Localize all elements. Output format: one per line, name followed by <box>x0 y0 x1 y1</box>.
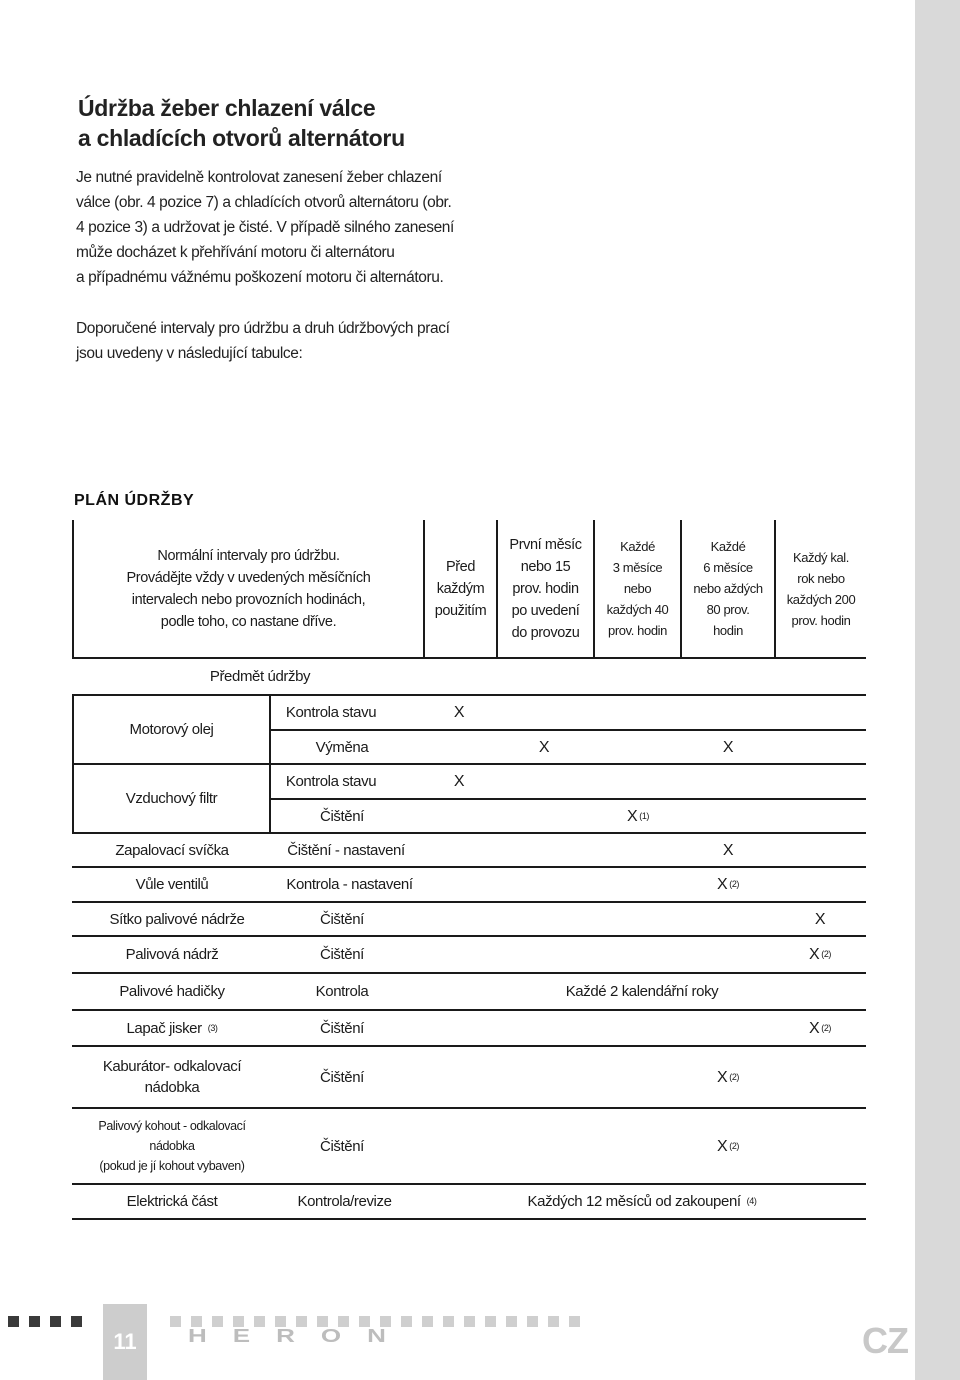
item-spark-arrester: Lapač jisker (3) <box>126 1019 218 1037</box>
recommendation-paragraph <box>76 316 449 366</box>
mark-x-note: X (2) <box>716 1068 740 1086</box>
action-clean: Čištění <box>320 1068 364 1086</box>
footer-squares-left <box>8 1316 82 1328</box>
item-fuel-tank: Palivová nádrž <box>125 946 219 963</box>
action-clean: Čištění <box>320 1019 364 1037</box>
mark-x-note: X (2) <box>716 876 740 893</box>
mark-x-note: X (2) <box>716 1137 740 1155</box>
mark-x-note: X (2) <box>808 1019 832 1037</box>
item-tank-screen: Sítko palivové nádrže <box>109 910 245 928</box>
title-line-1: Údržba žeber chlazení válce <box>78 95 376 121</box>
page-number: 11 <box>103 1304 147 1380</box>
item-air-filter: Vzduchový filtr <box>125 790 218 807</box>
header-every-year: Každý kal. rok nebo každých 200 prov. hodin <box>786 549 856 628</box>
language-code: CZ <box>862 1320 908 1361</box>
page-title <box>78 93 405 153</box>
mark-x-note: X (1) <box>626 807 650 825</box>
title-line-2: a chladících otvorů alternátoru <box>78 125 405 151</box>
subject-label: Předmět údržby <box>209 668 311 685</box>
item-fuel-hoses: Palivové hadičky <box>119 983 225 1000</box>
header-first-month: První měsíc nebo 15 prov. hodin po uvedení do provozu <box>509 536 582 641</box>
action-clean: Čištění <box>320 946 364 963</box>
intro-line: a případnému vážnému poškození motoru či alternátoru. <box>76 269 444 286</box>
item-valve-clearance: Vůle ventilů <box>135 876 209 893</box>
interval-every-2-years: Každé 2 kalendářní roky <box>565 983 719 1000</box>
mark-x: X <box>538 738 550 756</box>
intro-line: Je nutné pravidelně kontrolovat zanesení žeber chlazení <box>76 169 442 186</box>
recommendation-line: Doporučené intervaly pro údržbu a druh údržbových prací <box>76 320 450 337</box>
brand-logo: HERON <box>188 1325 412 1346</box>
recommendation-line: jsou uvedeny v následující tabulce: <box>76 345 303 362</box>
interval-every-12-months: Každých 12 měsíců od zakoupení (4) <box>527 1193 757 1210</box>
intro-line: válce (obr. 4 pozice 7) a chladících otvorů alternátoru (obr. <box>76 194 452 211</box>
action-check-level: Kontrola stavu <box>285 773 377 790</box>
action-clean-adjust: Čištění - nastavení <box>287 841 405 859</box>
maintenance-table <box>72 520 866 1220</box>
action-check: Kontrola <box>315 983 369 1000</box>
action-clean: Čištění <box>320 910 364 928</box>
intro-paragraph <box>76 165 454 290</box>
item-spark-plug: Zapalovací svíčka <box>115 841 229 859</box>
mark-x: X <box>722 738 734 756</box>
mark-x-note: X (2) <box>808 946 832 963</box>
action-check-level: Kontrola stavu <box>285 704 377 721</box>
intro-line: může docházet k přehřívání motoru či alternátoru <box>76 244 395 261</box>
item-fuel-valve-bowl: Palivový kohout - odkalovací nádobka (pokud je jí kohout vybaven) <box>98 1119 246 1173</box>
mark-x: X <box>453 704 465 721</box>
item-engine-oil: Motorový olej <box>129 721 214 738</box>
intro-line: 4 pozice 3) a udržovat je čisté. V případě silného zanesení <box>76 219 454 236</box>
mark-x: X <box>722 841 734 859</box>
mark-x: X <box>814 910 826 928</box>
action-replace: Výměna <box>315 738 369 756</box>
header-every-3-months: Každé 3 měsíce nebo každých 40 prov. hodin <box>606 539 669 638</box>
action-clean: Čištění <box>320 807 364 825</box>
action-clean: Čištění <box>320 1137 364 1155</box>
header-before-each-use: Před každým použitím <box>434 558 487 619</box>
mark-x: X <box>453 773 465 790</box>
side-band <box>915 0 960 1380</box>
item-electrical: Elektrická část <box>126 1193 218 1210</box>
item-carburetor-bowl: Kaburátor- odkalovací nádobka <box>102 1058 242 1096</box>
maintenance-plan-heading: PLÁN ÚDRŽBY <box>74 492 195 509</box>
header-interval-description: Normální intervaly pro údržbu. Provádějte vždy v uvedených měsíčních intervalech nebo provozních hodinách, podle toho, co nastane dříve. <box>126 547 371 630</box>
header-every-6-months: Každé 6 měsíce nebo aždých 80 prov. hodin <box>693 539 763 638</box>
action-check-adjust: Kontrola - nastavení <box>286 876 413 893</box>
action-inspection: Kontrola/revize <box>297 1193 392 1210</box>
